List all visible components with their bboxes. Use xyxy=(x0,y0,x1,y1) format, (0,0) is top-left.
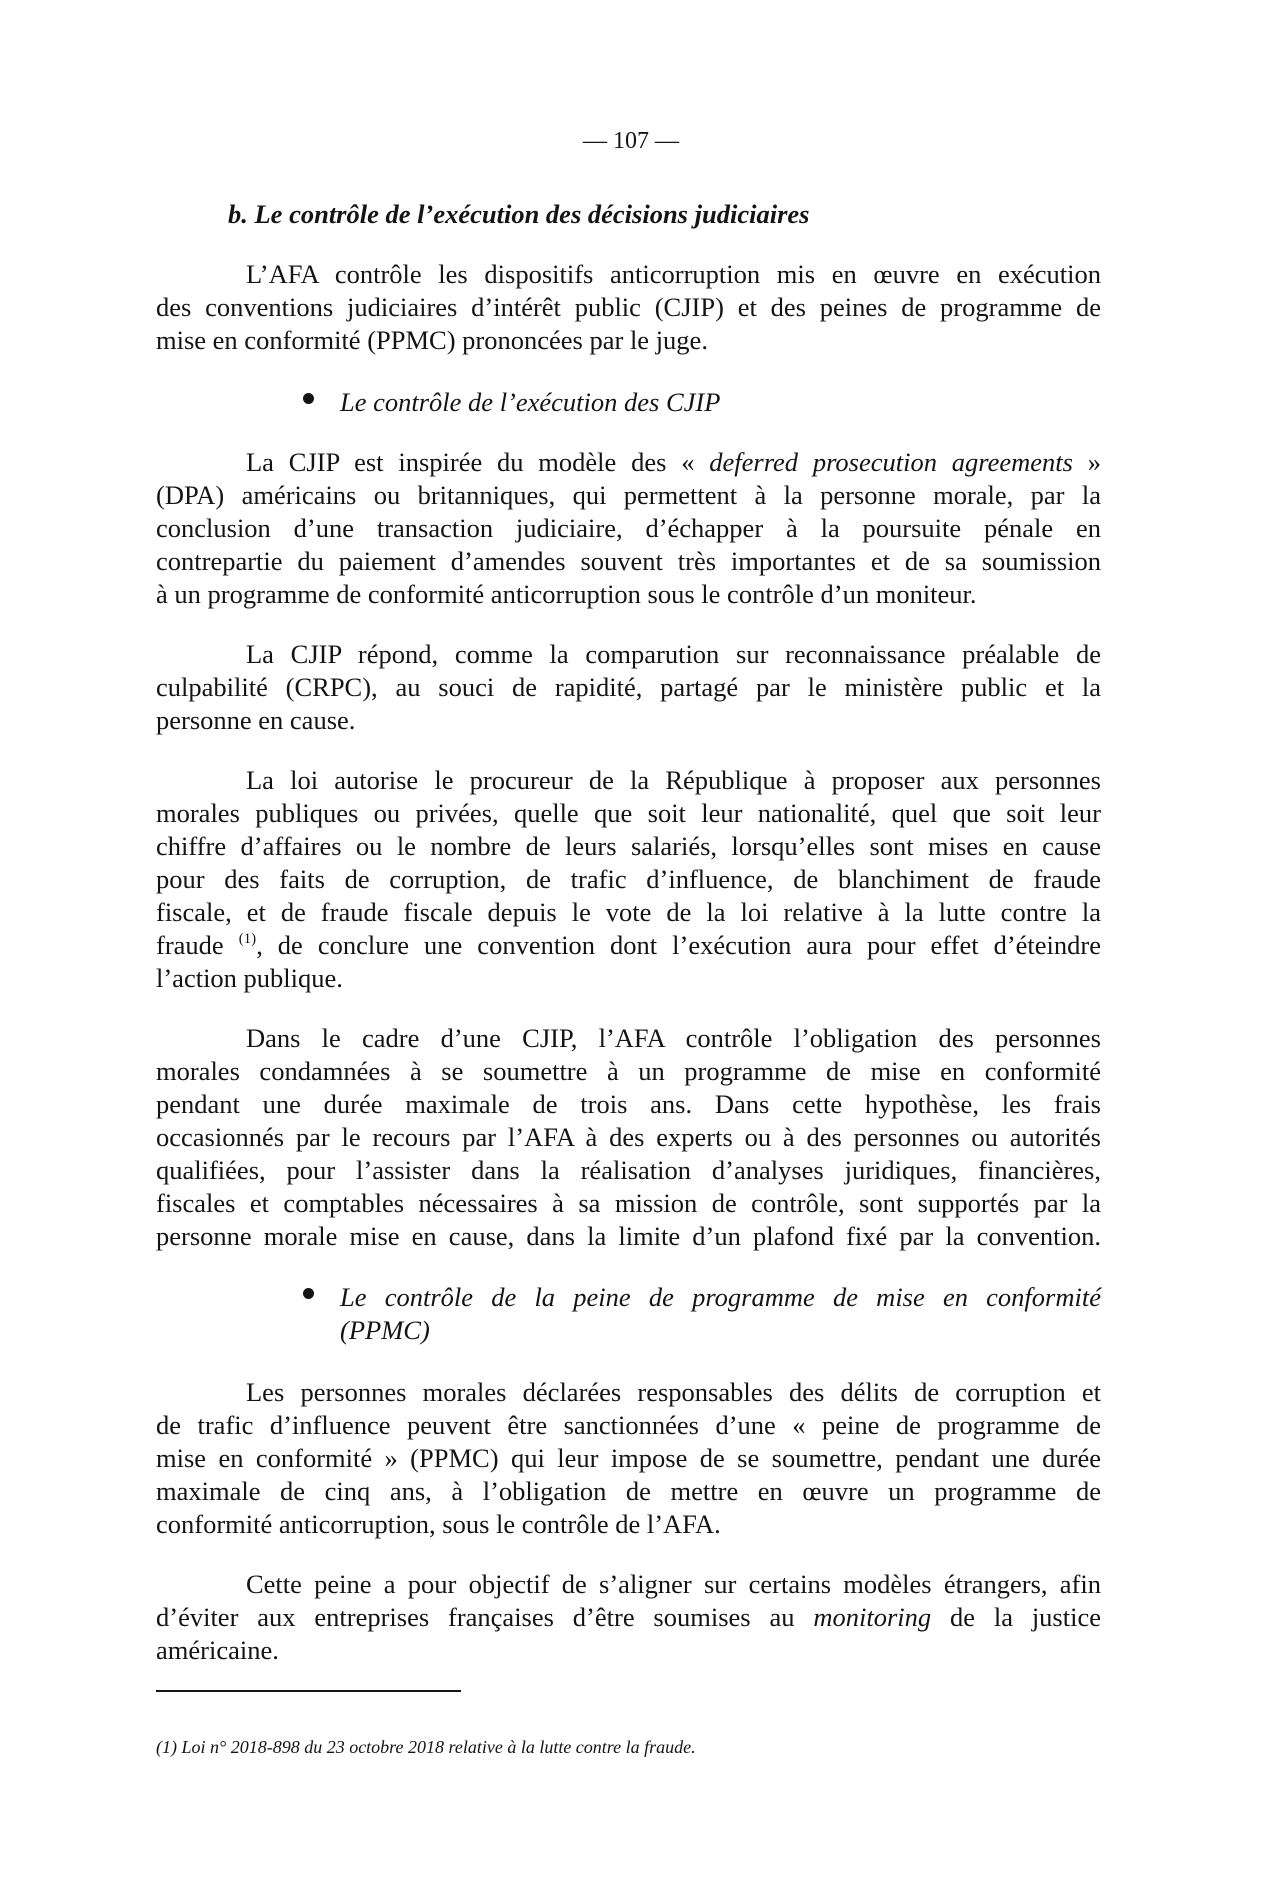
text-line: qualifiées, pour l’assister dans la réalisation d’analyses juridiques, financières, xyxy=(156,1155,1101,1185)
bullet-icon xyxy=(303,1288,314,1299)
text-line: Dans le cadre d’une CJIP, l’AFA contrôle l’obligation des personnes xyxy=(246,1023,1101,1053)
text-line: morales publiques ou privées, quelle que soit leur nationalité, quel que soit leur xyxy=(156,798,1101,828)
text-line: (DPA) américains ou britanniques, qui permettent à la personne morale, par la xyxy=(156,480,1101,510)
text-line: maximale de cinq ans, à l’obligation de mettre en œuvre un programme de xyxy=(156,1476,1101,1506)
italic-term: deferred prosecution agreements xyxy=(709,447,1073,477)
text-line: de trafic d’influence peuvent être sanctionnées d’une « peine de programme de xyxy=(156,1410,1101,1440)
text-line: mise en conformité » (PPMC) qui leur impose de se soumettre, pendant une durée xyxy=(156,1443,1101,1473)
text-line: l’action publique. xyxy=(156,963,343,993)
text-line: Les personnes morales déclarées responsables des délits de corruption et xyxy=(246,1377,1101,1407)
text-line: contrepartie du paiement d’amendes souvent très importantes et de sa soumission xyxy=(156,546,1101,576)
text-run: La CJIP est inspirée du modèle des « xyxy=(246,447,710,477)
text-line: à un programme de conformité anticorruption sous le contrôle d’un moniteur. xyxy=(156,579,977,609)
text-line: fiscales et comptables nécessaires à sa mission de contrôle, sont supportés par la xyxy=(156,1188,1101,1218)
text-line: pendant une durée maximale de trois ans. Dans cette hypothèse, les frais xyxy=(156,1089,1101,1119)
bullet-icon xyxy=(303,393,314,404)
text-run: d’éviter aux entreprises françaises d’être soumises au xyxy=(156,1602,814,1632)
text-line: des conventions judiciaires d’intérêt public (CJIP) et des peines de programme de xyxy=(156,292,1101,322)
footnote-separator xyxy=(156,1690,461,1692)
text-line: personne morale mise en cause, dans la limite d’un plafond fixé par la convention. xyxy=(156,1221,1101,1251)
italic-term: monitoring xyxy=(813,1602,932,1632)
text-line: américaine. xyxy=(156,1635,279,1665)
footnote: (1) Loi n° 2018-898 du 23 octobre 2018 relative à la lutte contre la fraude. xyxy=(156,1737,696,1757)
text-line: fiscale, et de fraude fiscale depuis le vote de la loi relative à la lutte contre la xyxy=(156,897,1101,927)
text-line xyxy=(156,929,1101,962)
text-run: fraude xyxy=(156,930,239,960)
text-line: culpabilité (CRPC), au souci de rapidité, partagé par le ministère public et la xyxy=(156,672,1101,702)
text-line: morales condamnées à se soumettre à un programme de mise en conformité xyxy=(156,1056,1101,1086)
bullet-text: Le contrôle de la peine de programme de mise en conformité xyxy=(340,1282,1101,1312)
text-line: Cette peine a pour objectif de s’aligner sur certains modèles étrangers, afin xyxy=(246,1569,1101,1599)
footnote-reference: (1) xyxy=(238,931,257,947)
text-line: pour des faits de corruption, de trafic d’influence, de blanchiment de fraude xyxy=(156,864,1101,894)
text-line: conformité anticorruption, sous le contrôle de l’AFA. xyxy=(156,1509,721,1539)
text-line: La CJIP répond, comme la comparution sur reconnaissance préalable de xyxy=(246,639,1101,669)
text-run: , de conclure une convention dont l’exécution aura pour effet d’éteindre xyxy=(256,930,1101,960)
bullet-text: (PPMC) xyxy=(340,1315,430,1345)
page-number: — 107 — xyxy=(583,128,679,154)
text-line: mise en conformité (PPMC) prononcées par le juge. xyxy=(156,325,708,355)
text-line: chiffre d’affaires ou le nombre de leurs salariés, lorsqu’elles sont mises en cause xyxy=(156,831,1101,861)
text-line: La loi autorise le procureur de la République à proposer aux personnes xyxy=(246,765,1101,795)
text-run: » xyxy=(1072,447,1101,477)
text-line: occasionnés par le recours par l’AFA à des experts ou à des personnes ou autorités xyxy=(156,1122,1101,1152)
section-heading: b. Le contrôle de l’exécution des décisions judiciaires xyxy=(228,199,810,229)
text-line xyxy=(156,1601,1101,1634)
text-run: de la justice xyxy=(931,1602,1101,1632)
text-line: personne en cause. xyxy=(156,705,356,735)
text-line: conclusion d’une transaction judiciaire, d’échapper à la poursuite pénale en xyxy=(156,513,1101,543)
text-line xyxy=(246,446,1101,479)
bullet-text: Le contrôle de l’exécution des CJIP xyxy=(340,387,721,417)
text-line: L’AFA contrôle les dispositifs anticorruption mis en œuvre en exécution xyxy=(246,259,1101,289)
